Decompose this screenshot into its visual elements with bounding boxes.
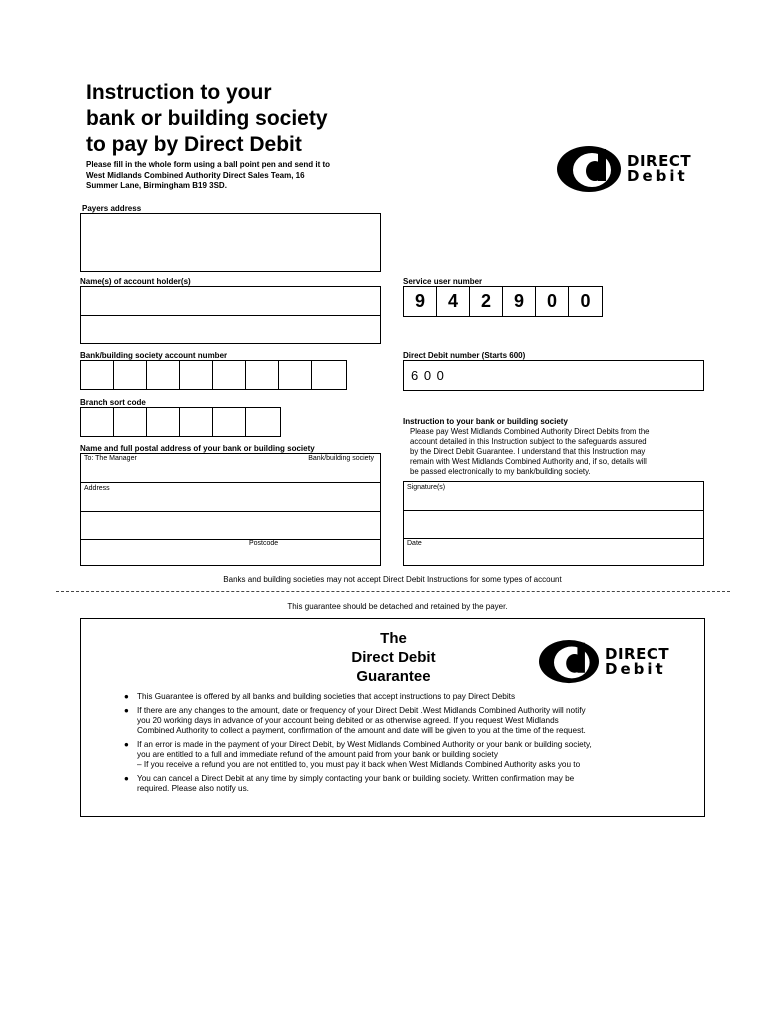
account-holders-label: Name(s) of account holder(s): [80, 277, 191, 286]
guarantee-item-line: – If you receive a refund you are not entitled to, you must pay it back when West Midlands Combined Authority asks you to: [137, 760, 581, 769]
guarantee-title-line: The: [380, 630, 407, 647]
sun-digit: 9: [503, 287, 536, 316]
logo-line-debit: Debit: [627, 167, 688, 185]
service-user-number: [403, 286, 603, 317]
logo-line-direct: DIRECT: [605, 644, 670, 663]
title-line: Instruction to your: [86, 81, 272, 104]
account-number-cell[interactable]: [213, 361, 246, 389]
account-number-cell[interactable]: [147, 361, 180, 389]
title-line: bank or building society: [86, 107, 328, 130]
guarantee-item-line: you are entitled to a full and immediate refund of the amount paid from your bank or building society: [137, 750, 498, 759]
sun-digit: 0: [580, 291, 591, 311]
direct-debit-number-label: Direct Debit number (Starts 600): [403, 351, 526, 360]
sun-digit: 2: [470, 287, 503, 316]
logo-line-debit: Debit: [605, 659, 666, 678]
bullet-icon: ●: [124, 692, 129, 701]
guarantee-box: [80, 618, 705, 817]
account-number-cell[interactable]: [81, 361, 114, 389]
logo-text: [605, 644, 670, 678]
direct-debit-emblem-icon: [556, 145, 622, 193]
direct-debit-logo: [538, 639, 669, 684]
guarantee-list: [124, 692, 684, 798]
payers-address-field[interactable]: [80, 213, 381, 272]
account-number-label: Bank/building society account number: [80, 351, 228, 360]
intro-line: West Midlands Combined Authority Direct Sales Team, 16: [86, 170, 305, 180]
guarantee-item: [124, 706, 684, 736]
guarantee-item-line: you 20 working days in advance of your account being debited or as otherwise agreed. If you request West Midlands: [137, 716, 559, 725]
form-title: [86, 80, 328, 158]
intro-line: Please fill in the whole form using a ball point pen and send it to: [86, 160, 331, 169]
sort-code-cell[interactable]: [81, 408, 114, 436]
sort-code-cell[interactable]: [213, 408, 246, 436]
field-divider: [81, 511, 380, 512]
direct-debit-number-field[interactable]: [403, 360, 704, 391]
account-number-cell[interactable]: [246, 361, 279, 389]
field-divider: [81, 315, 380, 316]
bullet-icon: ●: [124, 774, 129, 783]
bullet-icon: ●: [124, 740, 129, 749]
field-divider: [404, 510, 703, 511]
logo-text: [627, 154, 691, 184]
bank-address-field[interactable]: [80, 453, 381, 566]
field-divider: [81, 482, 380, 483]
sun-digit: 9: [404, 287, 437, 316]
direct-debit-logo: [556, 145, 691, 193]
guarantee-item: [124, 774, 684, 794]
sort-code-field[interactable]: [80, 407, 281, 437]
form-instructions: [86, 160, 386, 192]
account-holders-field[interactable]: [80, 286, 381, 344]
title-line: to pay by Direct Debit: [86, 133, 302, 156]
postcode-label: Postcode: [249, 540, 279, 547]
guarantee-item-line: You can cancel a Direct Debit at any time by simply contacting your bank or building society. Written confirmation may be: [137, 774, 575, 783]
to-manager-label: To: The Manager: [84, 455, 137, 462]
sort-code-cell[interactable]: [147, 408, 180, 436]
guarantee-item-line: required. Please also notify us.: [137, 784, 249, 793]
sun-digit: 4: [437, 287, 470, 316]
instruction-heading: Instruction to your bank or building society: [403, 417, 568, 426]
instruction-line: account detailed in this Instruction subject to the safeguards assured: [410, 437, 647, 446]
footer-note: Banks and building societies may not accept Direct Debit Instructions for some types of account: [223, 575, 562, 584]
detach-note: This guarantee should be detached and retained by the payer.: [287, 602, 508, 611]
direct-debit-number-value: 6 0 0: [411, 368, 445, 383]
direct-debit-emblem-icon: [538, 639, 600, 684]
date-label: Date: [407, 540, 422, 547]
sort-code-cell[interactable]: [114, 408, 147, 436]
signature-date-field[interactable]: [403, 481, 704, 566]
guarantee-item: [124, 740, 684, 770]
address-label: Address: [84, 485, 110, 492]
signature-label: Signature(s): [407, 484, 446, 491]
instruction-block: [403, 417, 703, 477]
service-user-number-label: Service user number: [403, 277, 483, 286]
guarantee-title-line: Direct Debit: [351, 649, 436, 666]
bank-address-heading: Name and full postal address of your bank or building society: [80, 444, 315, 453]
account-number-cell[interactable]: [279, 361, 312, 389]
guarantee-item-line: Combined Authority to collect a payment, confirmation of the amount and date will be given to you at the time of the request.: [137, 726, 586, 735]
sort-code-cell[interactable]: [180, 408, 213, 436]
account-number-cell[interactable]: [312, 361, 346, 389]
guarantee-item-line: This Guarantee is offered by all banks and building societies that accept instructions to pay Direct Debits: [137, 692, 516, 701]
sort-code-label: Branch sort code: [80, 398, 146, 407]
guarantee-title-line: Guarantee: [356, 668, 431, 685]
instruction-line: Please pay West Midlands Combined Authority Direct Debits from the: [410, 427, 650, 436]
bullet-icon: ●: [124, 706, 129, 715]
instruction-line: be passed electronically to my bank/building society.: [410, 467, 591, 476]
bank-society-label: Bank/building society: [308, 455, 374, 462]
account-number-cell[interactable]: [180, 361, 213, 389]
sun-digit: 0: [536, 287, 569, 316]
payers-address-label: Payers address: [82, 204, 142, 213]
guarantee-item: [124, 692, 684, 702]
account-number-field[interactable]: [80, 360, 347, 390]
instruction-line: remain with West Midlands Combined Authority and, if so, details will: [410, 457, 647, 466]
guarantee-item-line: If an error is made in the payment of your Direct Debit, by West Midlands Combined Authority or your bank or building society,: [137, 740, 592, 749]
sort-code-cell[interactable]: [246, 408, 280, 436]
account-number-cell[interactable]: [114, 361, 147, 389]
intro-line: Summer Lane, Birmingham B19 3SD.: [86, 181, 227, 190]
field-divider: [81, 539, 380, 540]
cut-line: [56, 591, 730, 592]
instruction-line: by the Direct Debit Guarantee. I understand that this Instruction may: [410, 447, 646, 456]
field-divider: [404, 538, 703, 539]
guarantee-item-line: If there are any changes to the amount, date or frequency of your Direct Debit .West Midlands Combined Authority will notify: [137, 706, 586, 715]
logo-line-direct: DIRECT: [627, 152, 692, 170]
